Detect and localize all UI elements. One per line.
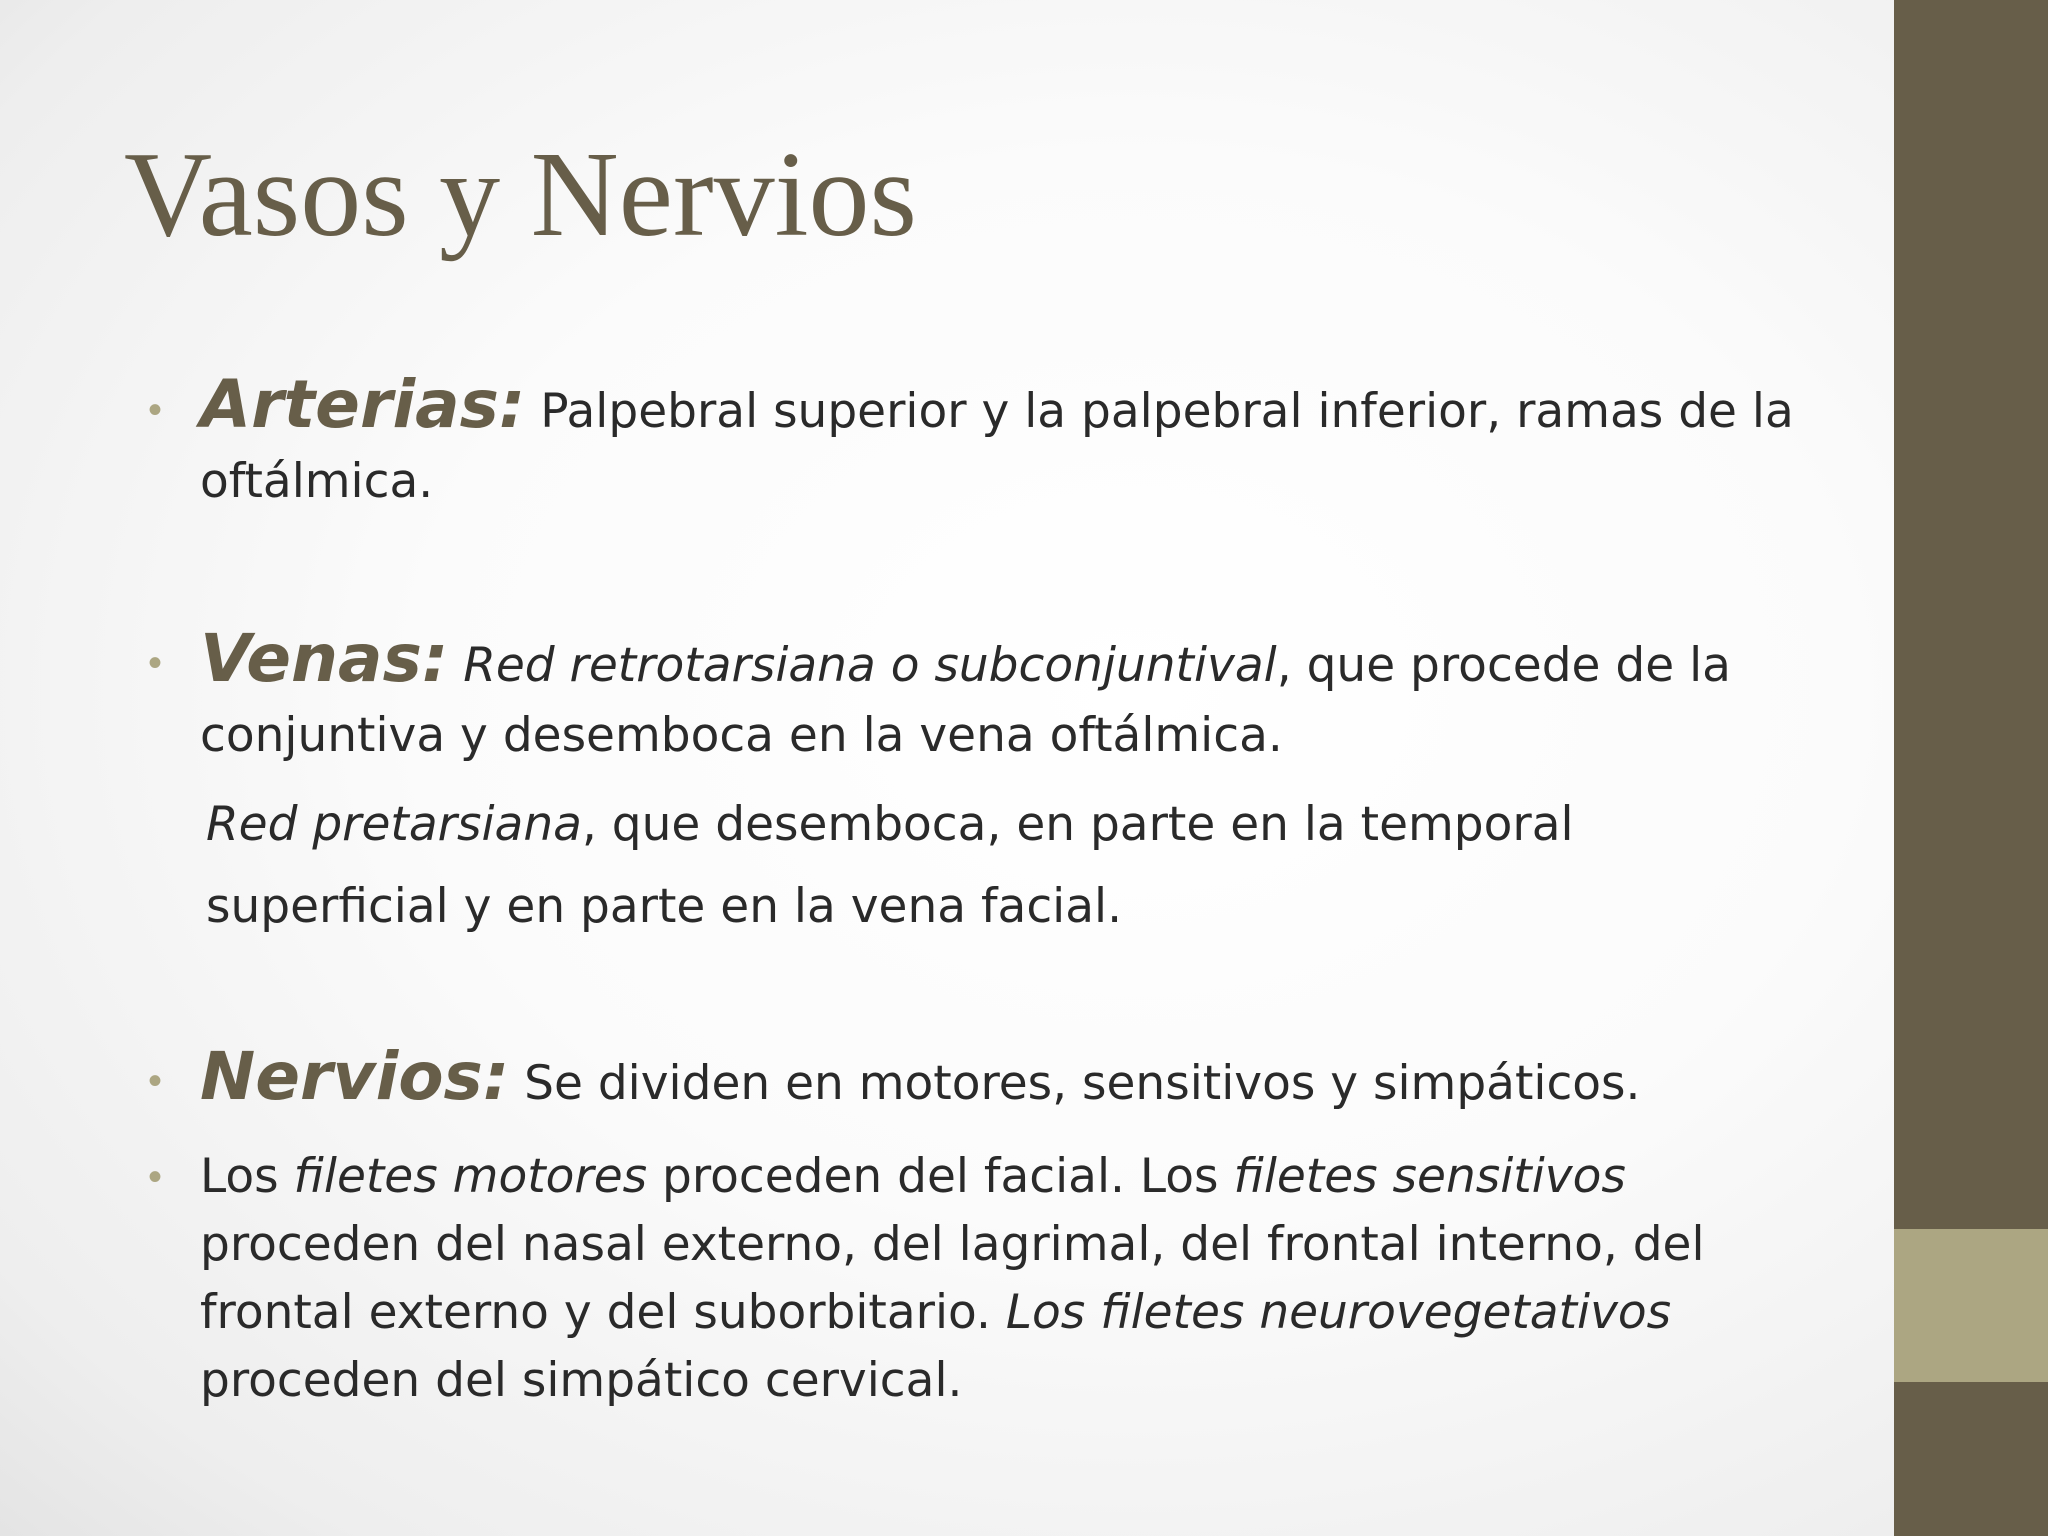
text-red-pretarsiana-desc: , que desemboca, en parte en la temporal superficial y en parte en la vena facial. <box>206 797 1574 934</box>
slide-title: Vasos y Nervios <box>124 127 917 262</box>
paragraph-red-pretarsiana <box>206 784 1726 948</box>
text-nervios: Se dividen en motores, sensitivos y simpáticos. <box>509 1056 1641 1111</box>
text-filetes-1: Los <box>200 1149 294 1204</box>
bullet-nervios: • <box>148 1059 163 1103</box>
paragraph-arterias <box>200 366 1800 517</box>
label-nervios: Nervios: <box>200 1038 510 1115</box>
text-filetes-3: proceden del nasal externo, del lagrimal, del frontal interno, del frontal externo y del suborbitario. <box>200 1217 1705 1340</box>
bullet-arterias: • <box>148 388 163 432</box>
paragraph-venas <box>200 620 1800 771</box>
paragraph-filetes <box>200 1143 1760 1415</box>
text-red-retrotarsiana: Red retrotarsiana o subconjuntival <box>448 638 1277 693</box>
text-venas: , que procede de la conjuntiva y desemboca en la vena oftálmica. <box>200 638 1731 763</box>
paragraph-nervios <box>200 1038 1800 1119</box>
text-red-pretarsiana: Red pretarsiana <box>206 797 582 852</box>
bullet-venas: • <box>148 641 163 685</box>
text-filetes-motores: filetes motores <box>293 1149 648 1204</box>
text-arterias: Palpebral superior y la palpebral inferior, ramas de la oftálmica. <box>200 384 1794 509</box>
bullet-filetes: • <box>148 1155 163 1199</box>
text-filetes-4: proceden del simpático cervical. <box>200 1353 963 1408</box>
text-filetes-2: proceden del facial. Los <box>647 1149 1234 1204</box>
sidebar-accent-block <box>1894 1229 2048 1382</box>
text-filetes-sensitivos: filetes sensitivos <box>1233 1149 1626 1204</box>
text-filetes-neurovegetativos: Los filetes neurovegetativos <box>1005 1285 1672 1340</box>
label-arterias: Arterias: <box>200 366 526 443</box>
label-venas: Venas: <box>200 620 449 697</box>
